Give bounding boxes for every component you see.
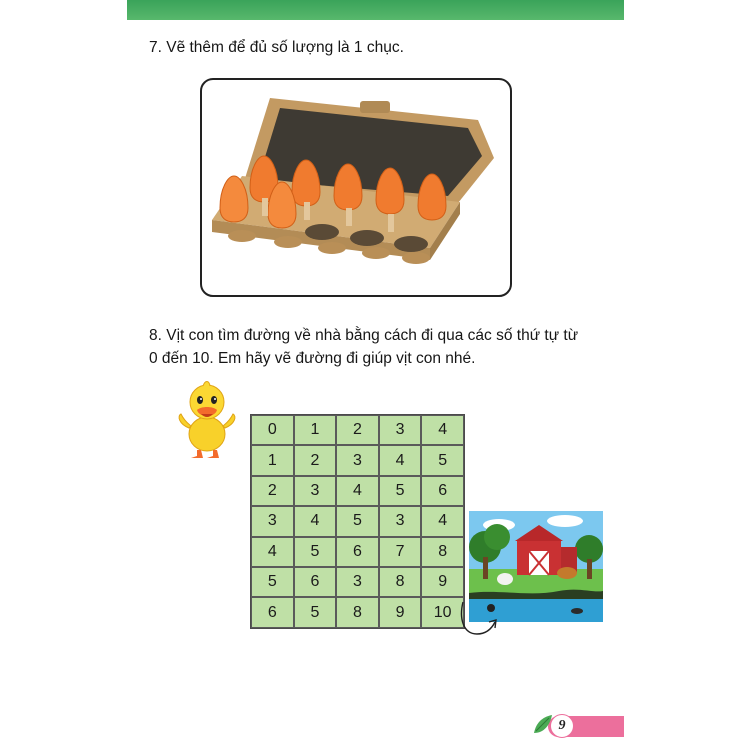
grid-cell[interactable]: 1 xyxy=(294,415,337,445)
grid-cell[interactable]: 5 xyxy=(421,445,464,475)
grid-cell[interactable]: 6 xyxy=(294,567,337,597)
grid-cell[interactable]: 4 xyxy=(379,445,422,475)
grid-cell[interactable]: 4 xyxy=(251,537,294,567)
exercise-8-prompt-line-2: 0 đến 10. Em hãy vẽ đường đi giúp vịt con nhé. xyxy=(149,350,476,367)
grid-cell[interactable]: 2 xyxy=(251,476,294,506)
grid-cell[interactable]: 9 xyxy=(421,567,464,597)
grid-cell[interactable]: 5 xyxy=(294,597,337,627)
grid-cell[interactable]: 4 xyxy=(421,506,464,536)
number-path-grid xyxy=(250,414,465,629)
grid-cell[interactable]: 9 xyxy=(379,597,422,627)
grid-cell[interactable]: 3 xyxy=(336,445,379,475)
grid-cell[interactable]: 8 xyxy=(421,537,464,567)
exercise-8-prompt-line-1: 8. Vịt con tìm đường về nhà bằng cách đi qua các số thứ tự từ xyxy=(149,327,579,344)
grid-cell[interactable]: 0 xyxy=(251,415,294,445)
page-number: 9 xyxy=(550,714,574,738)
grid-cell[interactable]: 3 xyxy=(379,506,422,536)
grid-cell[interactable]: 6 xyxy=(421,476,464,506)
grid-cell[interactable]: 1 xyxy=(251,445,294,475)
grid-cell[interactable]: 3 xyxy=(294,476,337,506)
grid-cell[interactable]: 5 xyxy=(379,476,422,506)
grid-cell[interactable]: 2 xyxy=(294,445,337,475)
grid-cell[interactable]: 6 xyxy=(336,537,379,567)
grid-cell[interactable]: 5 xyxy=(336,506,379,536)
grid-cell[interactable]: 3 xyxy=(379,415,422,445)
grid-cell[interactable]: 7 xyxy=(379,537,422,567)
grid-cell[interactable]: 6 xyxy=(251,597,294,627)
grid-cell[interactable]: 5 xyxy=(294,537,337,567)
grid-cell[interactable]: 10 xyxy=(421,597,464,627)
grid-cell[interactable]: 4 xyxy=(421,415,464,445)
duck-icon xyxy=(175,378,239,464)
egg-carton-icon xyxy=(202,80,510,295)
egg-carton-frame xyxy=(200,78,512,297)
grid-cell[interactable]: 2 xyxy=(336,415,379,445)
path-arrow-icon xyxy=(455,600,500,640)
grid-cell[interactable]: 8 xyxy=(336,597,379,627)
top-green-band xyxy=(127,0,624,20)
grid-cell[interactable]: 5 xyxy=(251,567,294,597)
grid-cell[interactable]: 4 xyxy=(294,506,337,536)
grid-cell[interactable]: 3 xyxy=(336,567,379,597)
grid-cell[interactable]: 4 xyxy=(336,476,379,506)
grid-cell[interactable]: 8 xyxy=(379,567,422,597)
exercise-7-prompt: 7. Vẽ thêm để đủ số lượng là 1 chục. xyxy=(149,39,404,56)
grid-cell[interactable]: 3 xyxy=(251,506,294,536)
